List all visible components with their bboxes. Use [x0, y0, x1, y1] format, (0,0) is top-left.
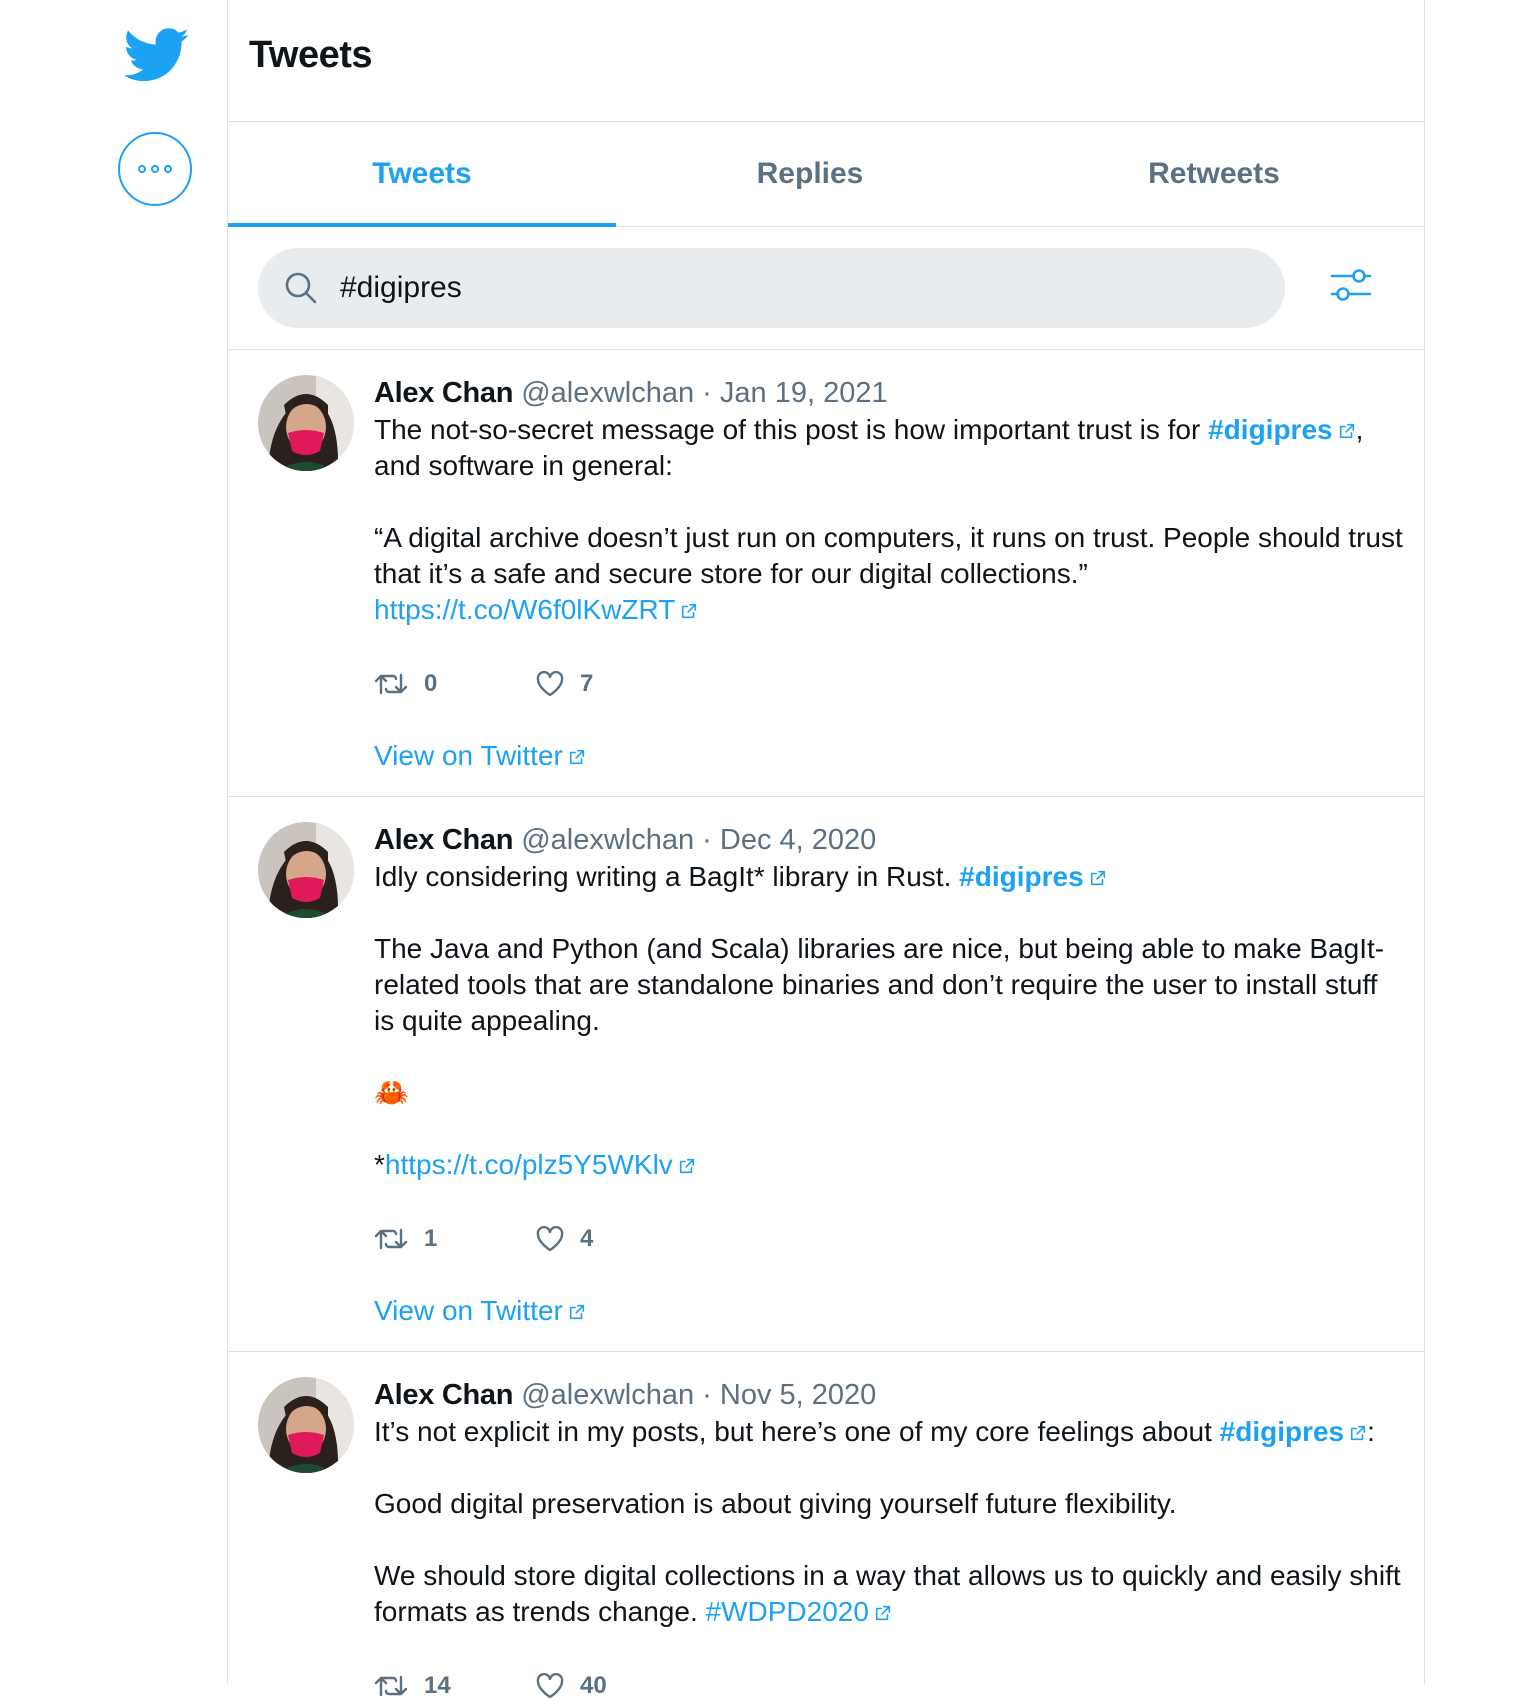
heart-icon — [536, 671, 564, 697]
view-on-twitter — [374, 738, 1404, 796]
tab-tweets[interactable]: Tweets — [228, 122, 616, 226]
author-name[interactable]: Alex Chan — [374, 377, 514, 409]
like-count: 7 — [580, 670, 594, 697]
retweet-count: 0 — [424, 670, 438, 697]
tweet-text-segment: Good digital preservation is about giving yourself future flexibility. — [374, 1488, 1177, 1519]
tweet-meta — [374, 1376, 1404, 1414]
tab-bar — [228, 122, 1424, 227]
retweet-button[interactable] — [374, 1225, 536, 1253]
meta-separator: · — [702, 377, 712, 409]
tweet-actions — [374, 1668, 1404, 1704]
tweet-meta — [374, 821, 1404, 859]
tweet-text-segment: , and software in general: — [374, 414, 1364, 481]
tweet-text-segment: : — [1367, 1416, 1375, 1447]
heart-icon — [536, 1673, 564, 1699]
more-options-button[interactable] — [118, 132, 192, 206]
retweet-button[interactable] — [374, 670, 536, 698]
external-link-icon — [1349, 1424, 1367, 1442]
tweet-actions — [374, 666, 1404, 702]
tweet-url-link[interactable]: https://t.co/W6f0lKwZRT — [374, 594, 676, 625]
tweet-text — [374, 412, 1404, 628]
search-icon — [284, 271, 318, 305]
tweet-text — [374, 1414, 1404, 1630]
tweet-actions — [374, 1221, 1404, 1257]
external-link-icon — [874, 1604, 892, 1622]
retweet-count: 1 — [424, 1225, 438, 1252]
hashtag-link[interactable]: #digipres — [1208, 414, 1333, 445]
main-column — [227, 0, 1425, 1699]
author-handle[interactable]: @alexwlchan — [521, 1379, 695, 1411]
author-name[interactable]: Alex Chan — [374, 1379, 514, 1411]
view-on-twitter — [374, 1293, 1404, 1351]
tweet-text-segment: * — [374, 1149, 385, 1180]
tweet-meta — [374, 374, 1404, 412]
external-link-icon — [568, 748, 586, 766]
hashtag-link[interactable]: #WDPD2020 — [705, 1596, 869, 1627]
like-button[interactable] — [536, 670, 698, 698]
view-on-twitter-link[interactable]: View on Twitter — [374, 740, 563, 771]
retweet-button[interactable] — [374, 1672, 536, 1700]
avatar[interactable] — [258, 1377, 354, 1473]
meta-separator: · — [702, 1379, 712, 1411]
like-button[interactable] — [536, 1672, 698, 1700]
view-on-twitter-link[interactable]: View on Twitter — [374, 1295, 563, 1326]
tweet-date[interactable]: Jan 19, 2021 — [719, 377, 888, 409]
external-link-icon — [680, 602, 698, 620]
tweet-text-segment: “A digital archive doesn’t just run on computers, it runs on trust. People should trust that it’s a safe and secure store for our digital collections.” — [374, 522, 1403, 589]
external-link-icon — [678, 1157, 696, 1175]
more-dot-icon — [151, 165, 159, 173]
author-handle[interactable]: @alexwlchan — [521, 824, 695, 856]
page-title: Tweets — [249, 34, 373, 76]
tweet-url-link[interactable]: https://t.co/plz5Y5WKlv — [384, 1149, 673, 1180]
like-count: 4 — [580, 1225, 594, 1252]
meta-separator: · — [702, 824, 712, 856]
filter-settings-icon[interactable] — [1328, 263, 1374, 309]
tweet-date[interactable]: Dec 4, 2020 — [719, 824, 877, 856]
crab-emoji: 🦀 — [374, 1077, 409, 1108]
retweet-icon — [374, 1673, 408, 1699]
external-link-icon — [568, 1303, 586, 1321]
avatar[interactable] — [258, 375, 354, 471]
more-dot-icon — [138, 165, 146, 173]
like-count: 40 — [580, 1672, 607, 1699]
tweet-text-segment: Idly considering writing a BagIt* library in Rust. — [374, 861, 960, 892]
external-link-icon — [1338, 422, 1356, 440]
tweet-date[interactable]: Nov 5, 2020 — [719, 1379, 877, 1411]
tab-retweets[interactable]: Retweets — [1148, 157, 1280, 190]
avatar[interactable] — [258, 822, 354, 918]
tweet-text-segment: The not-so-secret message of this post is how important trust is for — [374, 414, 1209, 445]
page-header — [228, 0, 1424, 122]
tweet-card — [228, 1352, 1424, 1704]
retweet-count: 14 — [424, 1672, 451, 1699]
hashtag-link[interactable]: #digipres — [959, 861, 1084, 892]
like-button[interactable] — [536, 1225, 698, 1253]
retweet-icon — [374, 1226, 408, 1252]
left-rail — [0, 0, 227, 1684]
tab-replies[interactable]: Replies — [756, 157, 864, 190]
author-name[interactable]: Alex Chan — [374, 824, 514, 856]
tweet-text-segment: The Java and Python (and Scala) libraries are nice, but being able to make BagIt-related tools that are standalone binaries and don’t require the user to install stuff is quite appealing. — [374, 933, 1385, 1036]
tweet-text-segment: We should store digital collections in a way that allows us to quickly and easily shift formats as trends change. — [374, 1560, 1401, 1627]
hashtag-link[interactable]: #digipres — [1219, 1416, 1345, 1447]
search-row — [228, 227, 1424, 350]
tweet-card — [228, 797, 1424, 1352]
more-dot-icon — [164, 165, 172, 173]
tweet-card — [228, 350, 1424, 797]
external-link-icon — [1089, 869, 1107, 887]
tweet-text-segment: It’s not explicit in my posts, but here’s one of my core feelings about — [374, 1416, 1220, 1447]
search-input[interactable] — [338, 270, 1242, 306]
heart-icon — [536, 1226, 564, 1252]
author-handle[interactable]: @alexwlchan — [521, 377, 695, 409]
search-box[interactable] — [258, 248, 1285, 328]
tweet-text — [374, 859, 1404, 1183]
twitter-bird-icon[interactable] — [124, 27, 190, 84]
retweet-icon — [374, 671, 408, 697]
